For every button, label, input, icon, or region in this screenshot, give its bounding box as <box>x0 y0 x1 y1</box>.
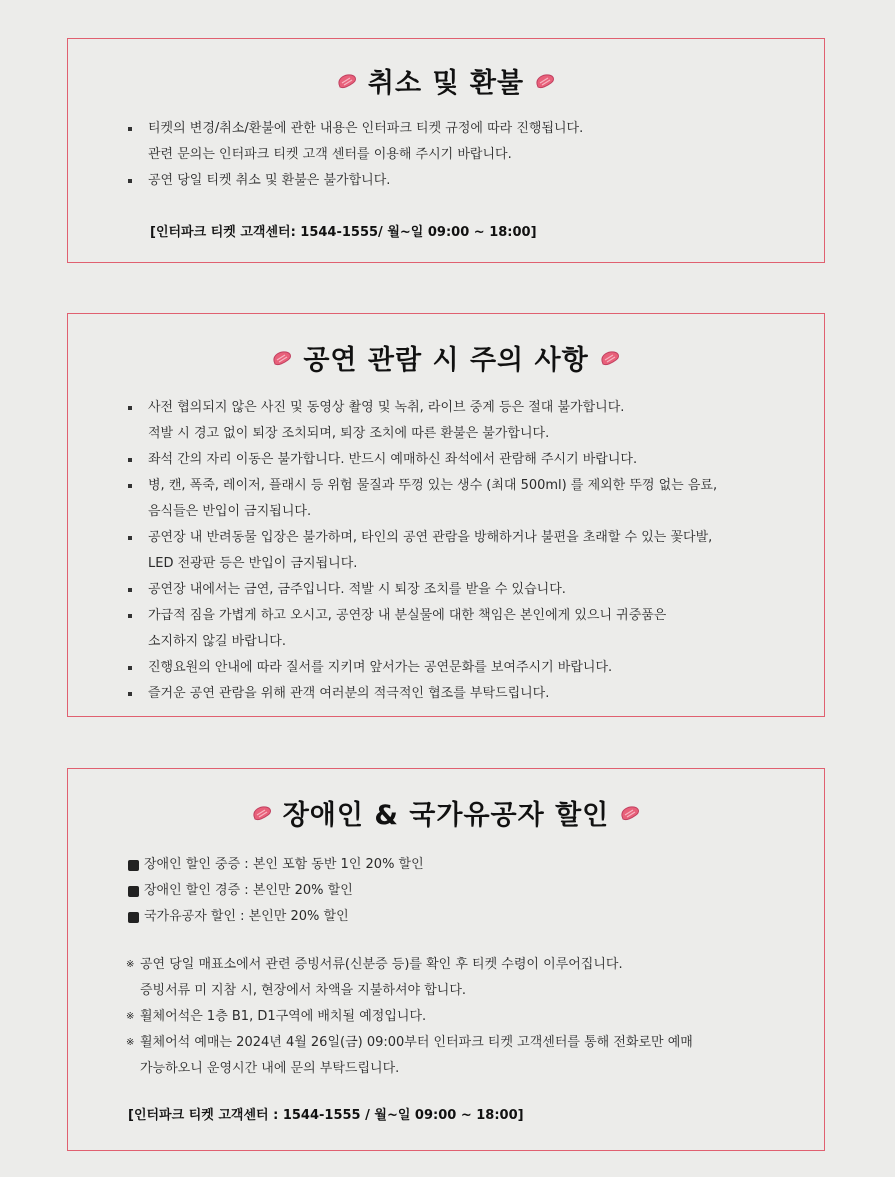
list-item: 티켓의 변경/취소/환불에 관한 내용은 인터파크 티켓 규정에 따라 진행됩니다. 관련 문의는 인터파크 티켓 고객 센터를 이용해 주시기 바랍니다. <box>68 116 824 168</box>
reference-mark-icon: ※ <box>126 1037 135 1048</box>
list-item: 공연 당일 티켓 취소 및 환불은 불가합니다. <box>68 168 824 194</box>
guitar-pick-icon <box>336 72 358 90</box>
discount-item: 장애인 할인 경증 : 본인만 20% 할인 <box>68 878 824 904</box>
precautions-list <box>68 395 824 707</box>
list-item: 가급적 짐을 가볍게 하고 오시고, 공연장 내 분실물에 대한 책임은 본인에게 있으니 귀중품은 소지하지 않길 바랍니다. <box>68 603 824 655</box>
viewing-precautions-section <box>67 313 825 717</box>
guitar-pick-icon <box>251 804 273 822</box>
list-item: 좌석 간의 자리 이동은 불가합니다. 반드시 예매하신 좌석에서 관람해 주시기 바랍니다. <box>68 447 824 473</box>
cancellation-list <box>68 116 824 194</box>
discount-item: 국가유공자 할인 : 본인만 20% 할인 <box>68 904 824 930</box>
guitar-pick-icon <box>534 72 556 90</box>
square-bullet-icon <box>128 886 139 897</box>
list-item: 공연장 내에서는 금연, 금주입니다. 적발 시 퇴장 조치를 받을 수 있습니다. <box>68 577 824 603</box>
reference-mark-icon: ※ <box>126 959 135 970</box>
square-bullet-icon <box>128 860 139 871</box>
guitar-pick-icon <box>271 349 293 367</box>
guitar-pick-icon <box>599 349 621 367</box>
cancellation-title-text: 취소 및 환불 <box>367 68 525 99</box>
precautions-title-text: 공연 관람 시 주의 사항 <box>303 345 589 376</box>
list-item: 병, 캔, 폭죽, 레이저, 플래시 등 위험 물질과 뚜껑 있는 생수 (최대 500ml) 를 제외한 뚜껑 없는 음료, 음식들은 반입이 금지됩니다. <box>68 473 824 525</box>
reference-mark-icon: ※ <box>126 1011 135 1022</box>
list-item: 진행요원의 안내에 따라 질서를 지키며 앞서가는 공연문화를 보여주시기 바랍니다. <box>68 655 824 681</box>
square-bullet-icon <box>128 912 139 923</box>
note-item: ※ 휠체어석 예매는 2024년 4월 26일(금) 09:00부터 인터파크 티켓 고객센터를 통해 전화로만 예매 가능하오니 운영시간 내에 문의 부탁드립니다. <box>68 1030 824 1082</box>
note-item: ※ 휠체어석은 1층 B1, D1구역에 배치될 예정입니다. <box>68 1004 824 1030</box>
customer-center-info: [인터파크 티켓 고객센터 : 1544-1555 / 월~일 09:00 ~ 18:00] <box>128 1108 524 1123</box>
note-item: ※ 공연 당일 매표소에서 관련 증빙서류(신분증 등)를 확인 후 티켓 수령이 이루어집니다. 증빙서류 미 지참 시, 현장에서 차액을 지불하셔야 합니다. <box>68 952 824 1004</box>
guitar-pick-icon <box>619 804 641 822</box>
list-item: 공연장 내 반려동물 입장은 불가하며, 타인의 공연 관람을 방해하거나 불편을 초래할 수 있는 꽃다발, LED 전광판 등은 반입이 금지됩니다. <box>68 525 824 577</box>
customer-center-info: [인터파크 티켓 고객센터: 1544-1555/ 월~일 09:00 ~ 18:00] <box>150 225 537 240</box>
section-title-cancellation <box>68 61 824 100</box>
discount-item: 장애인 할인 중증 : 본인 포함 동반 1인 20% 할인 <box>68 852 824 878</box>
cancellation-refund-section <box>67 38 825 263</box>
discount-section <box>67 768 825 1151</box>
section-title-precautions <box>68 338 824 377</box>
discount-list <box>68 852 824 930</box>
section-title-discount <box>68 793 824 832</box>
list-item: 사전 협의되지 않은 사진 및 동영상 촬영 및 녹취, 라이브 중계 등은 절대 불가합니다. 적발 시 경고 없이 퇴장 조치되며, 퇴장 조치에 따른 환불은 불가합니다. <box>68 395 824 447</box>
discount-notes <box>68 952 824 1082</box>
list-item: 즐거운 공연 관람을 위해 관객 여러분의 적극적인 협조를 부탁드립니다. <box>68 681 824 707</box>
discount-title-text: 장애인 & 국가유공자 할인 <box>282 800 610 831</box>
